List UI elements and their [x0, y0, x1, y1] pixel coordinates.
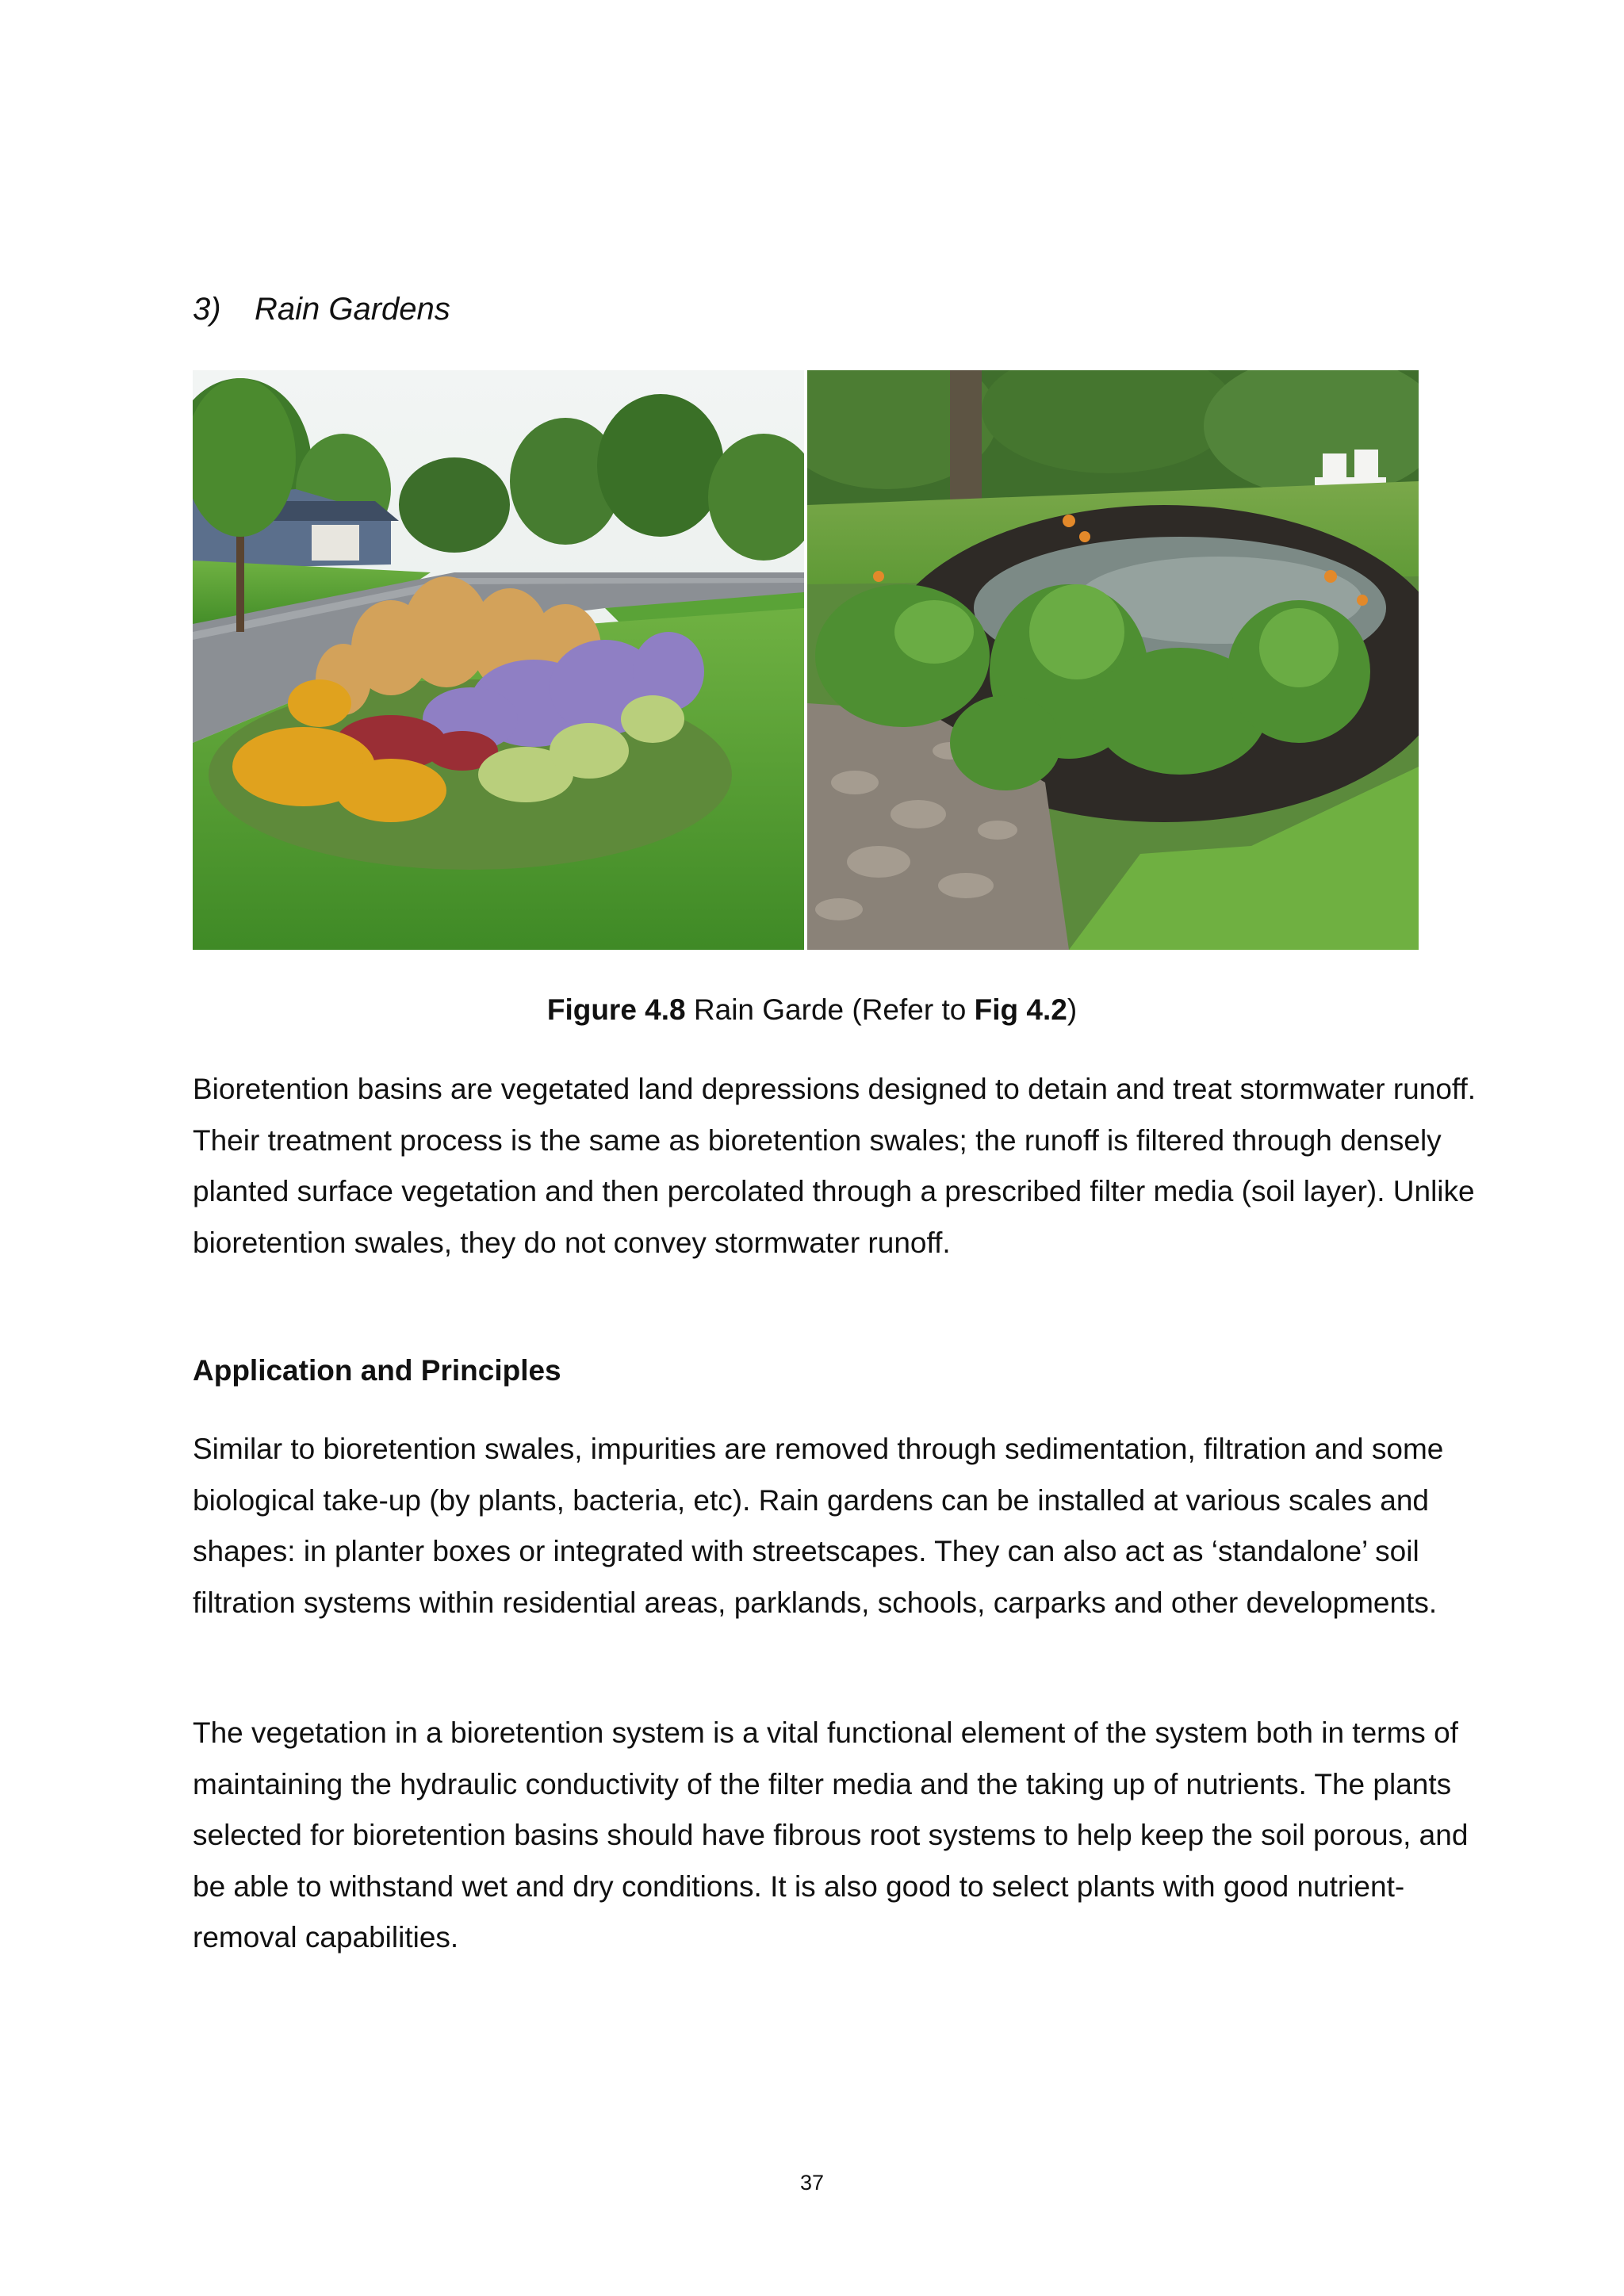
- application-principles-heading: Application and Principles: [193, 1354, 561, 1387]
- vegetation-paragraph: The vegetation in a bioretention system is a vital functional element of the system both in terms of maintaining the hydraulic conductivity of the filter media and the taking up of nutrients. The plants selected for bioretention basins should have fibrous root systems to help keep the soil porous, and be able to withstand wet and dry conditions. It is also good to select plants with good nutrient-removal capabilities.: [193, 1716, 1469, 1954]
- section-heading: [193, 287, 450, 331]
- rain-garden-basin-photo: [807, 370, 1419, 950]
- figure-caption-label: Figure 4.8: [546, 993, 686, 1026]
- figure-caption-reference: Fig 4.2: [974, 993, 1067, 1026]
- rain-garden-street-image: [193, 370, 804, 950]
- section-number: 3): [193, 292, 221, 327]
- figure-caption-end: ): [1067, 993, 1078, 1026]
- principles-paragraph: Similar to bioretention swales, impurities are removed through sedimentation, filtration and some biological take-up (by plants, bacteria, etc). Rain gardens can be installed at various scales and shapes: in planter boxes or integrated with streetscapes. They can also act as ‘standalone’ soil filtration systems within residential areas, parklands, schools, carparks and other developments.: [193, 1433, 1444, 1619]
- rain-garden-basin-image: [807, 370, 1419, 950]
- page-number: 37: [799, 2171, 825, 2195]
- figure-caption: [0, 989, 1624, 1031]
- rain-garden-street-photo: [193, 370, 804, 950]
- intro-paragraph: Bioretention basins are vegetated land depressions designed to detain and treat stormwater runoff. Their treatment process is the same as bioretention swales; the runoff is filtered through densely planted surface vegetation and then percolated through a prescribed filter media (soil layer). Unlike bioretention swales, they do not convey stormwater runoff.: [193, 1073, 1477, 1259]
- section-title: Rain Gardens: [255, 292, 450, 327]
- figure-caption-text: Rain Garde (Refer to: [685, 993, 975, 1026]
